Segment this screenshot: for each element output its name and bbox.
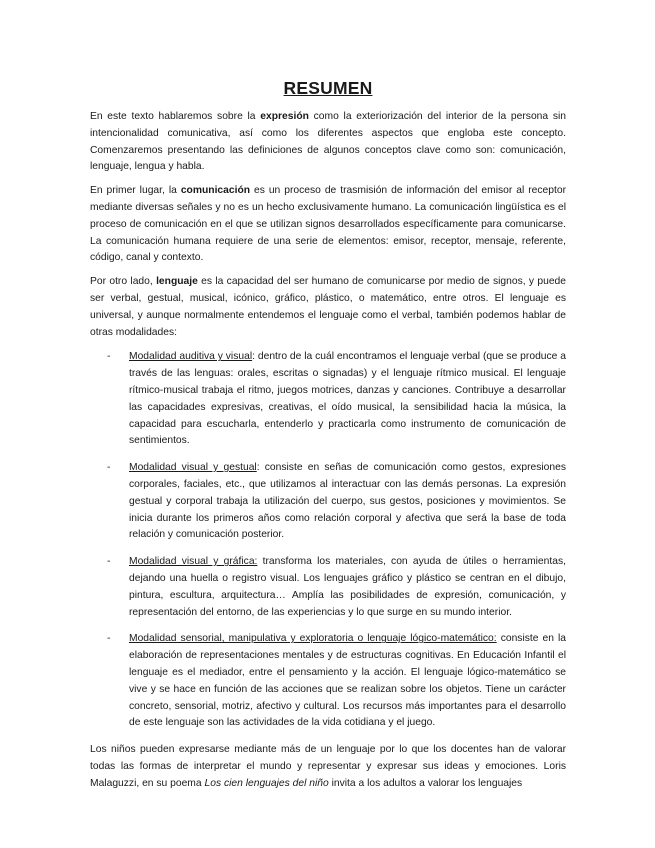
paragraph-intro bbox=[90, 109, 566, 176]
page-title: RESUMEN bbox=[283, 78, 373, 98]
text-run: En primer lugar, la bbox=[90, 185, 181, 197]
modality-title: Modalidad visual y gráfica: bbox=[129, 556, 258, 568]
modality-text: consiste en señas de comunicación como gestos, expresiones corporales, faciales, etc., que utilizamos al interactuar con las demás personas. La expresión gestual y corporal trabaja la utilización del cuerpo, sus gestos, posiciones y movimientos. Se inicia durante los primeros años como relación corporal y afectiva que será la base de toda relación y comunicación posterior. bbox=[129, 462, 566, 541]
term-comunicacion: comunicación bbox=[180, 185, 251, 197]
paragraph-malaguzzi bbox=[90, 742, 566, 792]
modality-text: transforma los materiales, con ayuda de útiles o herramientas, dejando una huella o registro visual. Los lenguajes gráfico y plástico se centran en el dibujo, pintura, escultura, arquitectura… Amplía las posibilidades de expresión, comunicación, y representación del entorno, de las experiencias y lo que surge en su mundo interior. bbox=[129, 556, 566, 618]
modality-title: Modalidad sensorial, manipulativa y exploratoria o lenguaje lógico-matemático: bbox=[129, 633, 497, 645]
text-run: : bbox=[252, 351, 255, 363]
text-run: : bbox=[256, 462, 260, 474]
list-item bbox=[90, 554, 566, 621]
bullet-dash: - bbox=[107, 556, 111, 568]
modality-text: dentro de la cuál encontramos el lenguaje verbal (que se produce a través de las lenguas: orales, escritas o signadas) y el lenguaje rítmico musical. El lenguaje rítmico-musical trabaja el ritmo, juegos motrices, danzas y canciones. Contribuye a desarrollar las capacidades expresivas, creativas, el oído musical, la sensibilidad hacia la música, la capacidad para escucharla, entenderlo y practicarla como instrumento de comunicación de sentimientos. bbox=[129, 351, 566, 447]
bullet-dash: - bbox=[107, 351, 111, 363]
list-item bbox=[90, 631, 566, 732]
modality-title: Modalidad visual y gestual bbox=[129, 462, 257, 474]
paragraph-comunicacion bbox=[90, 183, 566, 267]
text-run: Por otro lado, bbox=[90, 276, 157, 288]
poem-title: Los cien lenguajes del niño bbox=[204, 777, 329, 789]
bullet-dash: - bbox=[107, 633, 111, 645]
modality-text: consiste en la elaboración de representaciones mentales y de estructuras cognitivas. En Educación Infantil el lenguaje es el mediador, entre el pensamiento y la acción. El lenguaje lógico-matemático se vive y se hace en función de las acciones que se realizan sobre los objetos. Tiene un carácter concreto, sensorial, motriz, afectivo y cultural. Los recursos más importantes para el desarrollo de este lenguaje son las actividades de la vida cotidiana y el juego. bbox=[129, 633, 566, 729]
text-run: es un proceso de trasmisión de información del emisor al receptor mediante diversas señales y no es un hecho exclusivamente humano. La comunicación lingüística es el proceso de comunicación en el que se utilizan signos desarrollados específicamente para comunicarse. La comunicación humana requiere de una serie de elementos: emisor, receptor, mensaje, referente, código, canal y contexto. bbox=[90, 185, 567, 264]
modality-title: Modalidad auditiva y visual bbox=[129, 351, 253, 363]
text-run: como la exteriorización del interior de la persona sin intencionalidad comunicativa, así como los diferentes aspectos que engloba este concepto. Comenzaremos presentando las definiciones de algunos conceptos clave como son: comunicación, lenguaje, lengua y habla. bbox=[90, 111, 567, 173]
bullet-dash: - bbox=[107, 462, 111, 474]
list-item bbox=[90, 460, 566, 544]
term-expresion: expresión bbox=[260, 111, 309, 122]
text-run: invita a los adultos a valorar los lenguajes bbox=[328, 777, 523, 789]
text-run: En este texto hablaremos sobre la bbox=[90, 111, 261, 122]
list-item bbox=[90, 349, 566, 450]
modalities-list bbox=[90, 349, 566, 732]
term-lenguaje: lenguaje bbox=[156, 276, 198, 288]
paragraph-lenguaje bbox=[90, 274, 566, 341]
text-run: Los niños pueden expresarse mediante más de un lenguaje por lo que los docentes han de valorar todas las formas de interpretar el mundo y representar y expresar sus ideas y emociones. Loris Malaguzzi, en su poema bbox=[90, 744, 566, 789]
text-run: es la capacidad del ser humano de comunicarse por medio de signos, y puede ser verbal, gestual, musical, icónico, gráfico, plástico, o matemático, entre otros. El lenguaje es universal, y aunque normalmente entendemos el lenguaje como el verbal, también podemos hablar de otras modalidades: bbox=[90, 276, 566, 338]
